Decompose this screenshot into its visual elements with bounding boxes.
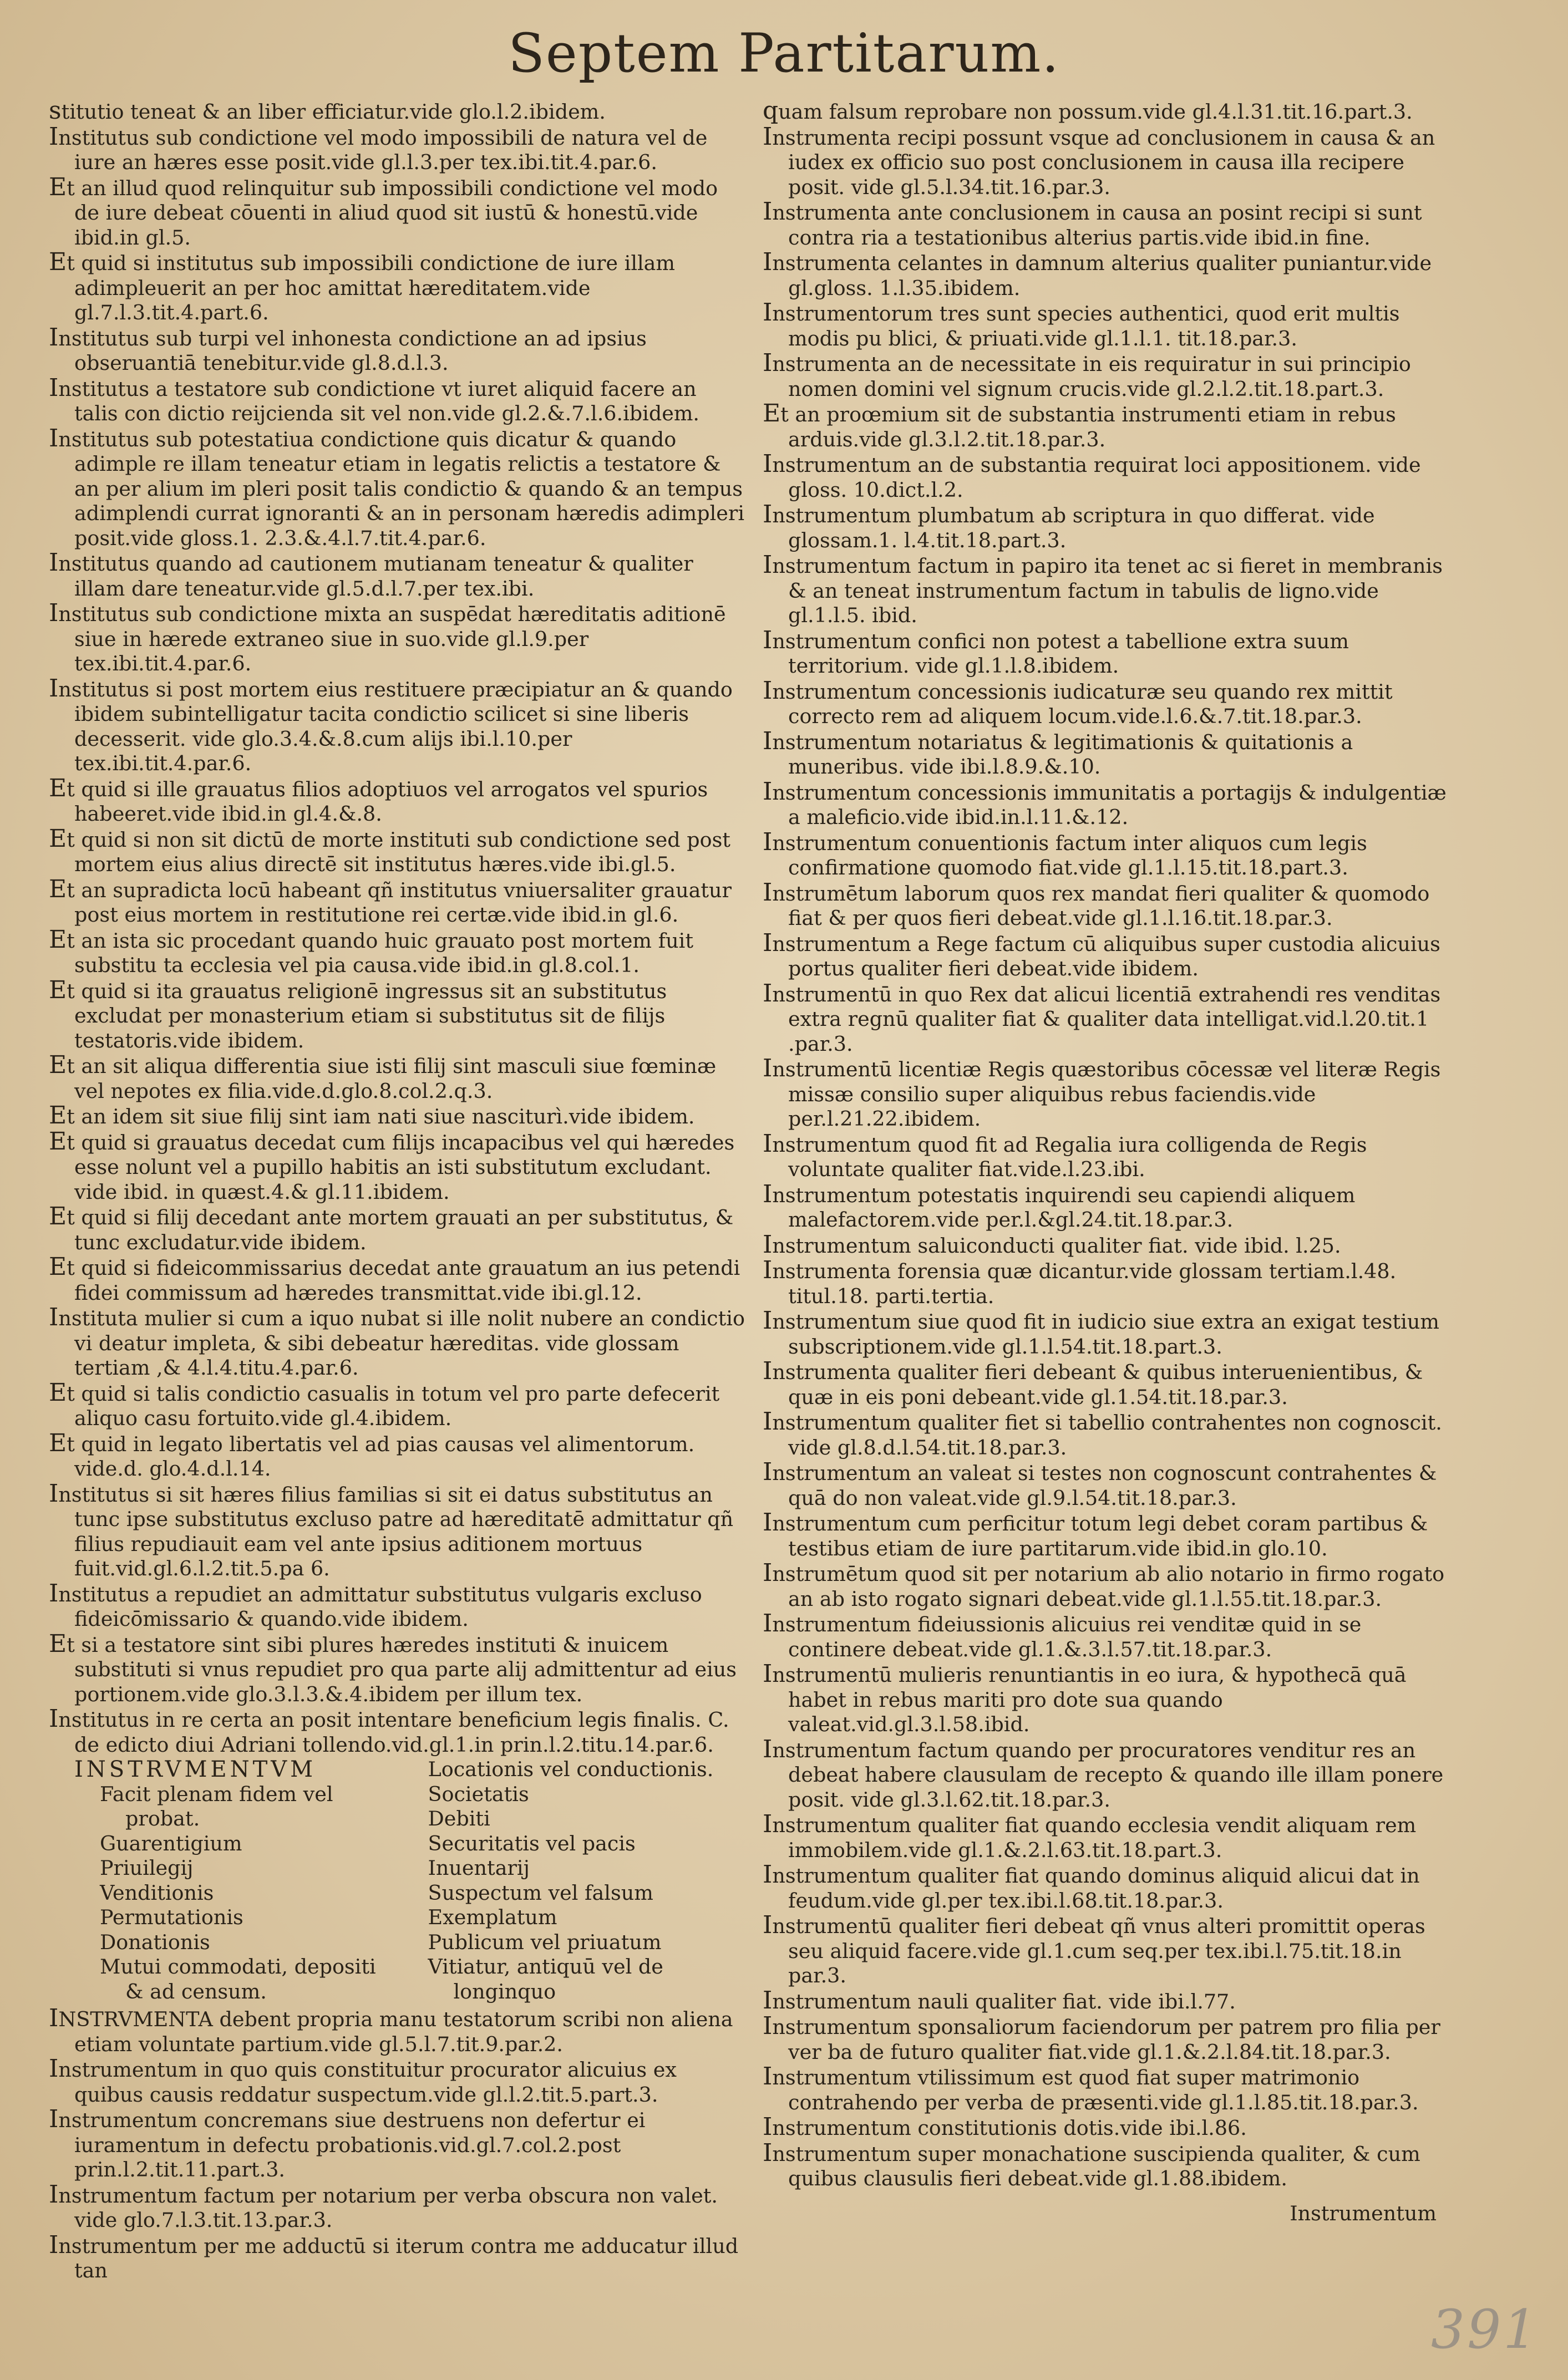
index-entry: Et quid si non sit dictū de morte instituti sub condictione sed post mortem eius alius directē sit institutus hæres.vide ibi.gl.5. xyxy=(49,824,730,876)
left-entries-tail xyxy=(49,2006,745,2284)
index-entry: Et quid si ita grauatus religionē ingressus sit an substitutus excludat per monasterium etiam si substitutus sit de filijs testatoris.vide ibidem. xyxy=(49,975,667,1052)
keyword-item: Mutui commodati, depositi & ad censum. xyxy=(100,1955,376,2003)
index-entry: Et an supradicta locū habeant qñ institutus vniuersaliter grauatur post eius mortem in restitutione rei certæ.vide ibid.in gl.6. xyxy=(49,874,732,927)
index-entry: Instrumētum quod sit per notarium ab alio notario in firmo rogato an ab isto rogato signari debeat.vide gl.1.l.55.tit.18.par.3. xyxy=(763,1559,1445,1611)
index-entry: Instrumenta celantes in damnum alterius qualiter puniantur.vide gl.gloss. 1.l.35.ibidem. xyxy=(763,248,1432,300)
index-entry: Institutus si sit hæres filius familias si sit ei datus substitutus an tunc ipse substitutus excluso patre ad hæreditatē admittatur qñ filius repudiauit eam vel ante ipsius aditionem mortuus fuit.vid.gl.6.l.2.tit.5.pa 6. xyxy=(49,1479,734,1580)
index-entry: Instrumentum saluiconducti qualiter fiat. vide ibid. l.25. xyxy=(763,1230,1341,1259)
index-entry: Et quid si grauatus decedat cum filijs incapacibus vel qui hæredes esse nolunt vel a pupillo habitis an isti substitutum excludant. vide ibid. in quæst.4.& gl.11.ibidem. xyxy=(49,1127,735,1204)
index-entry: Et quid si filij decedant ante mortem grauati an per substitutus, & tunc excludatur.vide ibidem. xyxy=(49,1202,734,1254)
index-entry: Instrumentum nauli qualiter fiat. vide ibi.l.77. xyxy=(763,1986,1236,2015)
keyword-item: Permutationis xyxy=(100,1905,243,1929)
index-entry: Institutus sub condictione vel modo impossibili de natura vel de iure an hæres esse posit.vide gl.l.3.per tex.ibi.tit.4.par.6. xyxy=(49,122,708,174)
index-entry: Instrumentū licentiæ Regis quæstoribus cōcessæ vel literæ Regis missæ consilio super aliquibus rebus faciendis.vide per.l.21.22.ibidem. xyxy=(763,1054,1441,1131)
folio-number: 391 xyxy=(1431,2298,1540,2361)
keyword-grid xyxy=(49,1757,745,2004)
index-entry: Institutus quando ad cautionem mutianam teneatur & qualiter illam dare teneatur.vide gl.5.d.l.7.per tex.ibi. xyxy=(49,548,693,601)
index-entry: Institutus sub condictione mixta an suspēdat hæreditatis aditionē siue in hærede extraneo siue in suo.vide gl.l.9.per tex.ibi.tit.4.par.6. xyxy=(49,599,726,675)
index-entry: Instrumentum plumbatum ab scriptura in quo differat. vide glossam.1. l.4.tit.18.part.3. xyxy=(763,500,1375,552)
index-entry: Institutus si post mortem eius restituere præcipiatur an & quando ibidem subintelligatur tacita condictio scilicet si sine liberis decesserit. vide glo.3.4.&.8.cum alijs ibi.l.10.per tex.ibi.tit.4.par.6. xyxy=(49,674,733,775)
index-entry: Institutus in re certa an posit intentare beneficium legis finalis. C. de edicto diui Adriani tollendo.vid.gl.1.in prin.l.2.titu.14.par.6. xyxy=(49,1705,729,1757)
keyword-item: Suspectum vel falsum xyxy=(428,1880,653,1905)
keyword-item: Guarentigium xyxy=(100,1831,242,1855)
right-entries xyxy=(763,96,1459,2191)
index-entry: Instrumentum siue quod fit in iudicio siue extra an exigat testium subscriptionem.vide gl.1.l.54.tit.18.part.3. xyxy=(763,1306,1439,1359)
index-entry: Institutus a testatore sub condictione vt iuret aliquid facere an talis con dictio reijcienda sit vel non.vide gl.2.&.7.l.6.ibidem. xyxy=(49,373,700,425)
keyword-item: Vitiatur, antiquū vel de longinquo xyxy=(428,1955,663,2003)
index-entry: Instrumentum notariatus & legitimationis & quitationis a muneribus. vide ibi.l.8.9.&.10. xyxy=(763,726,1353,779)
index-entry: INSTRVMENTA debent propria manu testatorum scribi non aliena etiam voluntate partium.vide gl.5.l.7.tit.9.par.2. xyxy=(49,2004,733,2056)
index-entry: Instrumentum fideiussionis alicuius rei venditæ quid in se continere debeat.vide gl.1.&.3.l.57.tit.18.par.3. xyxy=(763,1609,1362,1661)
keyword-item: Locationis vel conductionis. xyxy=(428,1757,714,1781)
catchword: Instrumentum xyxy=(1290,2201,1437,2225)
index-entry: Instrumentū mulieris renuntiantis in eo iura, & hypothecā quā habet in rebus mariti pro dote sua quando valeat.vid.gl.3.l.58.ibid. xyxy=(763,1660,1407,1736)
index-entry: Instrumenta an de necessitate in eis requiratur in sui principio nomen domini vel signum crucis.vide gl.2.l.2.tit.18.part.3. xyxy=(763,349,1411,401)
index-entry: Et an ista sic procedant quando huic grauato post mortem fuit substitu ta ecclesia vel pia causa.vide ibid.in gl.8.col.1. xyxy=(49,925,694,977)
index-entry: Instrumenta ante conclusionem in causa an posint recipi si sunt contra ria a testationibus alterius partis.vide ibid.in fine. xyxy=(763,197,1422,250)
index-entry: Instrumentum qualiter fiet si tabellio contrahentes non cognoscit. vide gl.8.d.l.54.tit.18.par.3. xyxy=(763,1407,1442,1459)
index-entry: Instrumentum a Rege factum cū aliquibus super custodia alicuius portus qualiter fieri debeat.vide ibidem. xyxy=(763,928,1440,980)
index-entry: Instrumentum quod fit ad Regalia iura colligenda de Regis voluntate qualiter fiat.vide.l.23.ibi. xyxy=(763,1129,1367,1181)
index-entry: Et an sit aliqua differentia siue isti filij sint masculi siue fœminæ vel nepotes ex filia.vide.d.glo.8.col.2.q.3. xyxy=(49,1051,717,1103)
index-entry: Et an idem sit siue filij sint iam nati siue nasciturì.vide ibidem. xyxy=(49,1101,695,1130)
index-entry: stitutio teneat & an liber efficiatur.vide glo.l.2.ibidem. xyxy=(49,96,606,125)
index-entry: Et quid si institutus sub impossibili condictione de iure illam adimpleuerit an per hoc amittat hæreditatem.vide gl.7.l.3.tit.4.part.6. xyxy=(49,248,676,324)
index-entry: Et quid in legato libertatis vel ad pias causas vel alimentorum. vide.d. glo.4.d.l.14. xyxy=(49,1428,695,1481)
index-entry: Instrumentum vtilissimum est quod fiat super matrimonio contrahendo per verba de præsenti.vide gl.1.l.85.tit.18.par.3. xyxy=(763,2062,1419,2114)
index-entry: Et an proœmium sit de substantia instrumenti etiam in rebus arduis.vide gl.3.l.2.tit.18.par.3. xyxy=(763,399,1396,451)
index-entry: Instrumenta forensia quæ dicantur.vide glossam tertiam.l.48. titul.18. parti.tertia. xyxy=(763,1256,1397,1308)
index-entry: Instrumentum an de substantia requirat loci appositionem. vide gloss. 10.dict.l.2. xyxy=(763,450,1421,502)
index-entry: Instrumentum factum quando per procuratores venditur res an debeat habere clausulam de recepto & quando ille illam ponere posit. vide gl.3.l.62.tit.18.par.3. xyxy=(763,1735,1444,1812)
index-column-left xyxy=(49,96,745,2284)
index-entry: Instrumentum super monachatione suscipienda qualiter, & cum quibus clausulis fieri debeat.vide gl.1.88.ibidem. xyxy=(763,2138,1420,2190)
index-entry: Instrumentum per me adductū si iterum contra me adducatur illud tan xyxy=(49,2230,739,2282)
index-entry: Et quid si talis condictio casualis in totum vel pro parte defecerit aliquo casu fortuito.vide gl.4.ibidem. xyxy=(49,1378,720,1430)
keyword-item: Exemplatum xyxy=(428,1905,557,1929)
keyword-table-title: INSTRVMENTVM xyxy=(74,1757,317,1782)
index-entry: Et si a testatore sint sibi plures hæredes instituti & inuicem substituti si vnus repudiet pro qua parte alij admittentur ad eius portionem.vide glo.3.l.3.&.4.ibidem per illum tex. xyxy=(49,1629,737,1706)
keyword-item: Donationis xyxy=(100,1930,210,1954)
index-entry: Instrumentum concremans siue destruens non defertur ei iuramentum in defectu probationis.vid.gl.7.col.2.post prin.l.2.tit.11.part.3. xyxy=(49,2105,646,2181)
keyword-item: Facit plenam fidem vel probat. xyxy=(100,1782,333,1830)
keyword-column-b xyxy=(403,1757,745,2004)
index-entry: Et quid si fideicommissarius decedat ante grauatum an ius petendi fidei commissum ad hæredes transmittat.vide ibi.gl.12. xyxy=(49,1253,740,1305)
index-entry: Instrumentum confici non potest a tabellione extra suum territorium. vide gl.1.l.8.ibidem. xyxy=(763,625,1349,678)
index-entry: Instrumentum concessionis immunitatis a portagijs & indulgentiæ a maleficio.vide ibid.in.l.11.&.12. xyxy=(763,777,1447,829)
keyword-item: Inuentarij xyxy=(428,1856,530,1880)
index-entry: Et quid si ille grauatus filios adoptiuos vel arrogatos vel spurios habeeret.vide ibid.in gl.4.&.8. xyxy=(49,774,708,826)
keyword-item: Debiti xyxy=(428,1807,490,1830)
index-entry: Instrumētum laborum quos rex mandat fieri qualiter & quomodo fiat & per quos fieri debeat.vide gl.1.l.16.tit.18.par.3. xyxy=(763,878,1430,930)
left-entries xyxy=(49,96,745,1757)
instrumentum-keyword-table xyxy=(49,1757,745,2004)
index-entry: Instrumentum concessionis iudicaturæ seu quando rex mittit correcto rem ad aliquem locum.vide.l.6.&.7.tit.18.par.3. xyxy=(763,676,1393,728)
keyword-column-a xyxy=(74,1782,392,2005)
index-entry: Et an illud quod relinquitur sub impossibili condictione vel modo de iure debeat cōuenti in aliud quod sit iustū & honestū.vide ibid.in gl.5. xyxy=(49,172,718,250)
index-entry: Institutus sub turpi vel inhonesta condictione an ad ipsius obseruantiā tenebitur.vide gl.8.d.l.3. xyxy=(49,323,647,375)
index-entry: Instrumentum cum perficitur totum legi debet coram partibus & testibus etiam de iure partitarum.vide ibid.in glo.10. xyxy=(763,1508,1428,1560)
index-entry: Instrumentum sponsaliorum faciendorum per patrem pro filia per ver ba de futuro qualiter fiat.vide gl.1.&.2.l.84.tit.18.par.3. xyxy=(763,2012,1440,2064)
index-entry: Instituta mulier si cum a iquo nubat si ille nolit nubere an condictio vi deatur impleta, & sibi debeatur hæreditas. vide glossam tertiam ,& 4.l.4.titu.4.par.6. xyxy=(49,1303,745,1380)
index-entry: Instrumentum conuentionis factum inter aliquos cum legis confirmatione quomodo fiat.vide gl.1.l.15.tit.18.part.3. xyxy=(763,827,1367,879)
keyword-item: Priuilegij xyxy=(100,1856,194,1880)
index-entry: Instrumentum factum in papiro ita tenet ac si fieret in membranis & an teneat instrumentum factum in tabulis de ligno.vide gl.1.l.5. ibid. xyxy=(763,551,1443,627)
index-entry: Instrumenta qualiter fieri debeant & quibus interuenientibus, & quæ in eis poni debeant.vide gl.1.54.tit.18.par.3. xyxy=(763,1357,1423,1409)
index-entry: Instrumentum in quo quis constituitur procurator alicuius ex quibus causis reddatur suspectum.vide gl.l.2.tit.5.part.3. xyxy=(49,2054,677,2107)
index-entry: Instrumentum potestatis inquirendi seu capiendi aliquem malefactorem.vide per.l.&gl.24.tit.18.par.3. xyxy=(763,1179,1356,1232)
index-entry: Instrumentum an valeat si testes non cognoscunt contrahentes & quā do non valeat.vide gl.9.l.54.tit.18.par.3. xyxy=(763,1458,1437,1510)
index-entry: Instrumenta recipi possunt vsque ad conclusionem in causa & an iudex ex officio suo post conclusionem in causa illa recipere posit. vide gl.5.l.34.tit.16.par.3. xyxy=(763,122,1435,199)
index-column-right xyxy=(763,96,1459,2226)
index-entry: Instrumentum qualiter fiat quando dominus aliquid alicui dat in feudum.vide gl.per tex.ibi.l.68.tit.18.par.3. xyxy=(763,1860,1420,1913)
index-entry: Instrumentum factum per notarium per verba obscura non valet. vide glo.7.l.3.tit.13.par.3. xyxy=(49,2180,718,2232)
index-entry: Instrumentū in quo Rex dat alicui licentiā extrahendi res venditas extra regnū qualiter fiat & qualiter data intelligat.vid.l.20.tit.1 .par.3. xyxy=(763,979,1441,1056)
index-entry: Instrumentum constitutionis dotis.vide ibi.l.86. xyxy=(763,2113,1247,2141)
index-entry: Institutus sub potestatiua condictione quis dicatur & quando adimple re illam teneatur etiam in legatis relictis a testatore & an per alium im pleri posit talis condictio & quando & an tempus adimplendi currat ignoranti & an in personam hæredis adimpleri posit.vide gloss.1. 2.3.&.4.l.7.tit.4.par.6. xyxy=(49,424,745,550)
keyword-item: Securitatis vel pacis xyxy=(428,1831,636,1855)
index-entry: Instrumentum qualiter fiat quando ecclesia vendit aliquam rem immobilem.vide gl.1.&.2.l.63.tit.18.part.3. xyxy=(763,1810,1417,1862)
running-header: Septem Partitarum. xyxy=(508,22,1060,84)
keyword-item: Venditionis xyxy=(100,1880,214,1905)
index-entry: Instrumentū qualiter fieri debeat qñ vnus alteri promittit operas seu aliquid facere.vide gl.1.cum seq.per tex.ibi.l.75.tit.18.in par.3. xyxy=(763,1911,1425,1987)
index-entry: quam falsum reprobare non possum.vide gl.4.l.31.tit.16.part.3. xyxy=(763,96,1413,125)
index-entry: Institutus a repudiet an admittatur substitutus vulgaris excluso fideicōmissario & quando.vide ibidem. xyxy=(49,1579,702,1631)
index-entry: Instrumentorum tres sunt species authentici, quod erit multis modis pu blici, & priuati.vide gl.1.l.1. tit.18.par.3. xyxy=(763,298,1400,350)
keyword-item: Societatis xyxy=(428,1782,529,1806)
keyword-item: Publicum vel priuatum xyxy=(428,1930,662,1954)
